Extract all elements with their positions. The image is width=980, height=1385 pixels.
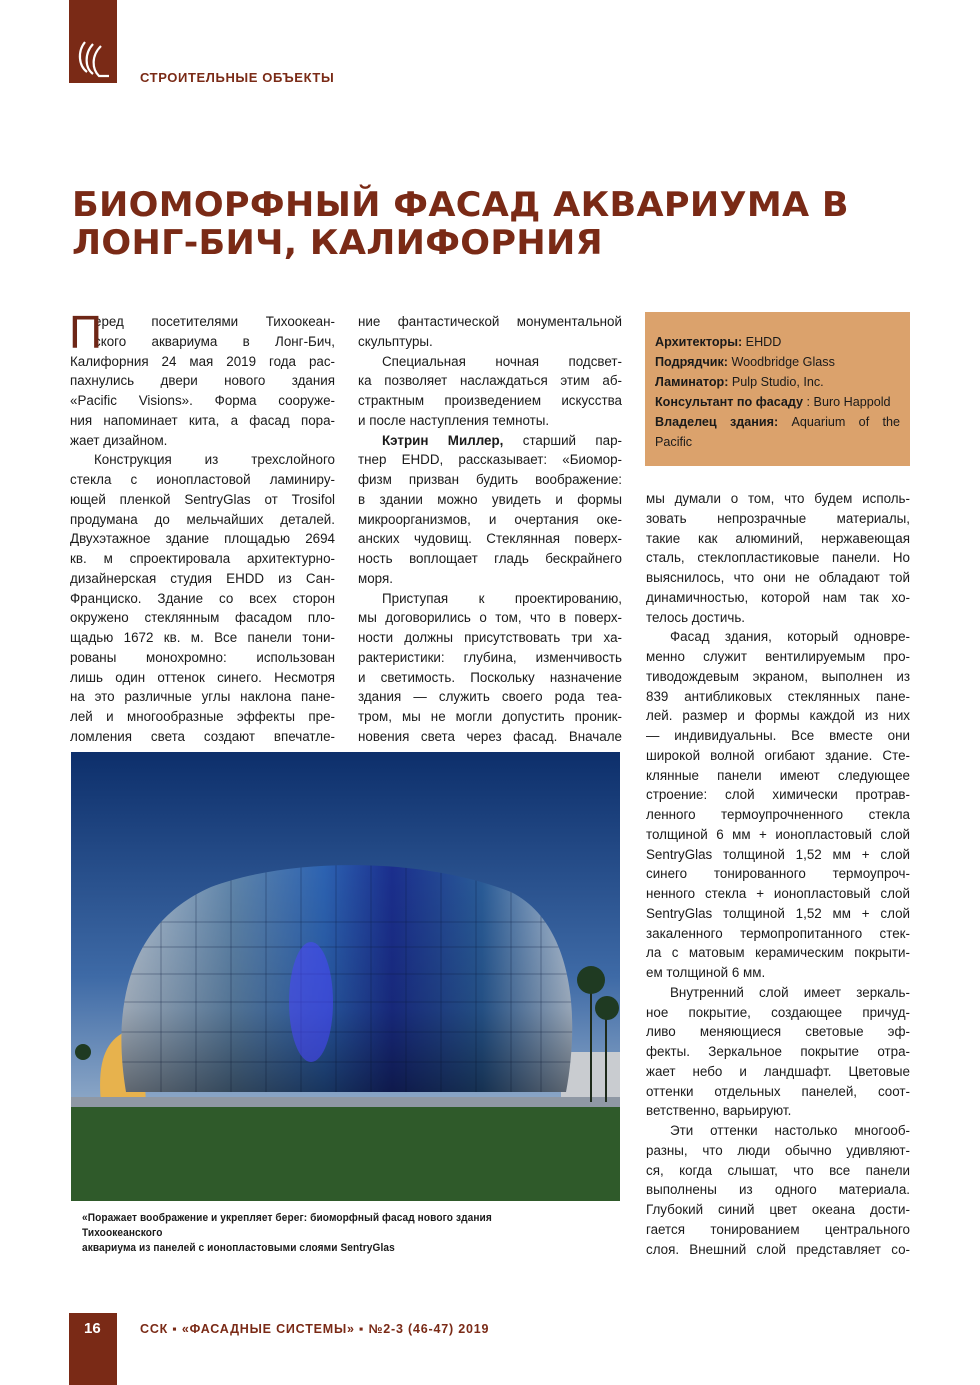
text-line: [358, 569, 622, 589]
text-line: [646, 509, 910, 529]
section-label: СТРОИТЕЛЬНЫЕ ОБЪЕКТЫ: [140, 70, 335, 85]
magazine-logo-icon: [75, 38, 111, 80]
text-line: [70, 470, 335, 490]
text-line: [70, 312, 335, 332]
text-line: [358, 391, 622, 411]
line-text: фекты. Зеркальное покрытие отра-: [646, 1044, 910, 1059]
caption-line: аквариума из панелей с ионопластовыми слоями SentryGlas: [82, 1242, 395, 1254]
line-text: и после наступления темноты.: [358, 412, 550, 428]
line-text: ность воплощает гладь бескрайнего: [358, 551, 622, 566]
info-label: Консультант по фасаду: [655, 395, 804, 409]
text-line: [70, 608, 335, 628]
line-text: тром, мы не могли допустить проник-: [358, 709, 622, 724]
text-line: [646, 1082, 910, 1102]
text-line: [646, 1022, 910, 1042]
bold-name: Кэтрин Миллер,: [382, 432, 504, 448]
line-text: Внутренний слой имеет зеркаль-: [670, 984, 910, 1000]
text-line: [646, 983, 910, 1003]
title-line: БИОМОРФНЫЙ ФАСАД АКВАРИУМА В: [72, 185, 849, 225]
line-text: ветственно, варьируют.: [646, 1103, 792, 1119]
line-text: дизайнерская студия EHDD из Сан-: [70, 570, 335, 586]
text-line: [646, 864, 910, 884]
text-line: [70, 707, 335, 727]
text-line: [358, 332, 622, 352]
line-text: Двухэтажное здание площадью 2694: [70, 531, 335, 547]
project-info-box: [645, 312, 910, 466]
line-text: рактеристики: глубина, изменчивость: [358, 649, 622, 665]
text-line: [358, 608, 622, 628]
text-line: [646, 746, 910, 766]
line-text: Специальная ночная подсвет-: [382, 353, 622, 369]
text-line: [646, 884, 910, 904]
aquarium-photo: [71, 752, 620, 1201]
line-text: лей. размер и формы каждой из них: [646, 708, 910, 724]
text-line: [70, 490, 335, 510]
paragraph: [358, 589, 622, 747]
paragraph: [69, 306, 335, 450]
paragraph: [646, 1121, 910, 1259]
line-text: тнер EHDD, рассказывает: «Биомор-: [358, 452, 622, 468]
text-line: [70, 668, 335, 688]
line-text: телось достичь.: [646, 609, 746, 625]
info-label: Подрядчик:: [655, 355, 728, 369]
text-line: [358, 490, 622, 510]
line-text: и светимость. Поскольку назначение: [358, 669, 622, 685]
text-line: [358, 668, 622, 688]
line-text: зовать непрозрачные материалы,: [646, 510, 910, 526]
paragraph: [646, 489, 910, 627]
info-value: Woodbridge Glass: [728, 355, 835, 369]
line-text: широкой волной огибают здание. Сте-: [646, 747, 910, 763]
text-line: [646, 1180, 910, 1200]
line-text: скульптуры.: [358, 333, 433, 349]
text-line: [646, 845, 910, 865]
text-line: [646, 687, 910, 707]
line-text: клянные панели имеют следующее: [646, 767, 910, 783]
text-line: [358, 549, 622, 569]
line-text: стекла с ионопластовой ламиниру-: [70, 472, 335, 487]
line-text: Конструкция из трехслойного: [94, 452, 335, 468]
line-text: — индивидуальны. Все вместе они: [646, 728, 910, 743]
line-text: мы думали о том, что будем исполь-: [646, 491, 910, 506]
line-text: новения света через фасад. Вначале: [358, 728, 622, 744]
line-text: выполнены из одного материала.: [646, 1182, 910, 1198]
line-text: «Pacific Visions». Форма сооруже-: [70, 393, 335, 408]
text-line: [358, 589, 622, 609]
text-line: [646, 647, 910, 667]
text-column-2: [358, 312, 622, 747]
text-line: [70, 727, 335, 747]
line-text: тиводождевым экраном, выполнен из: [646, 668, 910, 684]
line-text: пахнулись двери нового здания: [70, 373, 335, 389]
text-line: [358, 687, 622, 707]
line-text: микроорганизмов, и очертания оке-: [358, 511, 622, 527]
info-item: [655, 412, 900, 432]
footer-publication: ССК ▪ «ФАСАДНЫЕ СИСТЕМЫ» ▪ №2-3 (46-47) 2019: [140, 1322, 490, 1336]
line-text: такие как алюминий, нержавеющая: [646, 530, 910, 546]
text-line: [646, 1042, 910, 1062]
text-line: [646, 568, 910, 588]
info-label: Архитекторы:: [655, 335, 743, 349]
line-text: ся, когда слышат, что все панели: [646, 1162, 910, 1178]
text-line: [646, 963, 910, 983]
line-text: ние фантастической монументальной: [358, 314, 622, 329]
title-line: ЛОНГ-БИЧ, КАЛИФОРНИЯ: [72, 223, 603, 263]
line-text: рованы монохромно: использован: [70, 649, 335, 665]
line-text: еред посетителями Тихоокеан-: [94, 314, 335, 329]
line-text: строение: слой химически протрав-: [646, 787, 910, 803]
line-text: Глубокий синий цвет океана дости-: [646, 1202, 910, 1217]
line-text: щадью 1672 кв. м. Все панели тони-: [70, 630, 335, 645]
info-value: EHDD: [742, 335, 782, 349]
line-text: SentryGlas толщиной 1,52 мм + слой: [646, 846, 910, 862]
text-line: [646, 1200, 910, 1220]
line-text: в здании можно увидеть и формы: [358, 491, 622, 507]
header-bar: [69, 0, 117, 83]
line-text: ливо меняющиеся световые эф-: [646, 1024, 910, 1040]
text-column-1: [69, 306, 335, 747]
text-line: [70, 411, 335, 431]
line-text: лей и многообразные эффекты пре-: [70, 709, 335, 724]
line-text: сталь, стеклопластиковые панели. Но: [646, 550, 910, 566]
text-line: [646, 529, 910, 549]
text-line: [646, 726, 910, 746]
line-text: жает дизайном.: [70, 432, 168, 448]
line-text: Эти оттенки настолько многооб-: [670, 1123, 910, 1138]
text-line: [358, 450, 622, 470]
info-value: Pulp Studio, Inc.: [728, 375, 824, 389]
text-line: [70, 648, 335, 668]
line-text: Фасад здания, который одновре-: [670, 629, 910, 645]
info-value-cont: Pacific: [655, 435, 693, 449]
text-line: [646, 588, 910, 608]
info-label: Ламинатор:: [655, 375, 729, 389]
line-text: продумана до мельчайших деталей.: [70, 511, 335, 527]
text-line: [358, 628, 622, 648]
line-text: ла с матовым керамическим покрыти-: [646, 945, 910, 961]
line-text: ное покрытие, создающее причуд-: [646, 1004, 910, 1020]
text-line: [70, 510, 335, 530]
line-text: ского аквариума в Лонг-Бич,: [94, 333, 335, 349]
line-text: окружено стеклянным фасадом пло-: [70, 610, 335, 626]
text-line: [358, 470, 622, 490]
text-line: [358, 352, 622, 372]
line-text: мы договорились о том, что в поверх-: [358, 610, 622, 626]
line-text: Калифорния 24 мая 2019 года рас-: [70, 353, 335, 369]
text-line: [646, 943, 910, 963]
text-line: [646, 805, 910, 825]
line-text: ненного стекла + ионопластовый слой: [646, 886, 910, 901]
text-line: [358, 727, 622, 747]
text-line: [646, 904, 910, 924]
paragraph: [358, 352, 622, 431]
text-line: [646, 1240, 910, 1260]
line-text: анских чудовищ. Стеклянная поверх-: [358, 531, 622, 547]
line-text: динамичностью, которой нам так хо-: [646, 589, 910, 605]
text-line: [646, 667, 910, 687]
paragraph: [358, 431, 622, 589]
info-item: [655, 332, 900, 352]
line-text: оттенки отдельных панелей, соот-: [646, 1083, 910, 1099]
text-line: [358, 510, 622, 530]
text-line: [358, 648, 622, 668]
info-item: [655, 352, 900, 372]
line-text: ка позволяет наслаждаться этим аб-: [358, 373, 622, 389]
caption-line: «Поражает воображение и укрепляет берег: биоморфный фасад нового здания Тихоокеанского: [82, 1212, 492, 1239]
line-text: слоя. Внешний слой представляет со-: [646, 1241, 910, 1257]
line-text: старший пар-: [503, 432, 622, 448]
text-line: [70, 529, 335, 549]
line-text: толщиной 6 мм + ионопластовый слой: [646, 826, 910, 842]
line-text: ем толщиной 6 мм.: [646, 965, 766, 980]
info-item: [655, 372, 900, 392]
line-text: моря.: [358, 570, 393, 586]
line-text: синего тонированного термоупроч-: [646, 866, 910, 882]
line-text: SentryGlas толщиной 1,52 мм + слой: [646, 905, 910, 921]
text-line: [70, 332, 335, 352]
line-text: закаленного термопропитанного стек-: [646, 925, 910, 941]
line-text: гается тонированием центрального: [646, 1221, 910, 1237]
line-text: физм призван будить воображение:: [358, 472, 622, 487]
text-line: [646, 1101, 910, 1121]
text-line: [70, 549, 335, 569]
text-line: [358, 411, 622, 431]
text-line: [646, 627, 910, 647]
text-line: [70, 569, 335, 589]
line-text: ности должны присутствовать три ха-: [358, 630, 622, 645]
line-text: жает небо и ландшафт. Цветовые: [646, 1063, 910, 1079]
text-line: [646, 489, 910, 509]
text-line: [646, 608, 910, 628]
line-text: ломления света создают впечатле-: [70, 728, 335, 744]
line-text: здания — служить своего рода теа-: [358, 689, 622, 705]
line-text: Приступая к проектированию,: [382, 590, 622, 606]
line-text: разны, что люди обычно удивляют-: [646, 1142, 910, 1158]
text-line: [646, 706, 910, 726]
text-line: [70, 589, 335, 609]
text-line: [70, 371, 335, 391]
text-line: [646, 825, 910, 845]
line-text: на это различные углы наклона пане-: [70, 689, 335, 705]
photo-caption: [82, 1211, 570, 1256]
text-line: [70, 431, 335, 451]
drop-cap: П: [69, 306, 103, 358]
info-value: : Buro Happold: [803, 395, 891, 409]
text-line: [646, 924, 910, 944]
paragraph: [646, 627, 910, 983]
line-text: 839 антибликовых стеклянных пане-: [646, 688, 910, 704]
info-item: [655, 392, 900, 412]
line-text: кв. м спроектировала архитектурно-: [70, 551, 335, 566]
text-line: [70, 352, 335, 372]
line-text: менно служит вентилируемым про-: [646, 649, 910, 664]
paragraph: [646, 983, 910, 1121]
text-line: [70, 687, 335, 707]
text-line: [646, 1161, 910, 1181]
text-line: [70, 450, 335, 470]
text-line: [646, 1121, 910, 1141]
text-line: [358, 431, 622, 451]
text-line: [646, 1003, 910, 1023]
text-line: [646, 1062, 910, 1082]
text-line: [70, 628, 335, 648]
paragraph: [70, 450, 335, 746]
line-text: страктным произведением искусства: [358, 393, 622, 408]
text-column-3: [646, 489, 910, 1259]
line-text: ния напоминает кита, а фасад пора-: [70, 412, 335, 428]
text-line: [358, 529, 622, 549]
text-line: [70, 391, 335, 411]
text-line: [646, 766, 910, 786]
line-text: ленного термоупрочненного стекла: [646, 807, 910, 822]
text-line: [646, 1141, 910, 1161]
text-line: [646, 785, 910, 805]
line-text: выяснилось, что они не обладают той: [646, 570, 910, 585]
info-label: Владелец здания:: [655, 415, 779, 429]
text-line: [358, 371, 622, 391]
line-text: Франциско. Здание со всех сторон: [70, 590, 335, 606]
info-value: Aquarium of the: [778, 415, 901, 429]
text-line: [646, 1220, 910, 1240]
article-title: [72, 186, 849, 262]
text-line: [646, 548, 910, 568]
page-number: 16: [84, 1320, 101, 1337]
paragraph: [358, 312, 622, 352]
text-line: [358, 312, 622, 332]
text-line: [358, 707, 622, 727]
line-text: ющей пленкой SentryGlas от Trosifol: [70, 491, 335, 507]
line-text: лишь один оттенок синего. Несмотря: [70, 669, 335, 685]
